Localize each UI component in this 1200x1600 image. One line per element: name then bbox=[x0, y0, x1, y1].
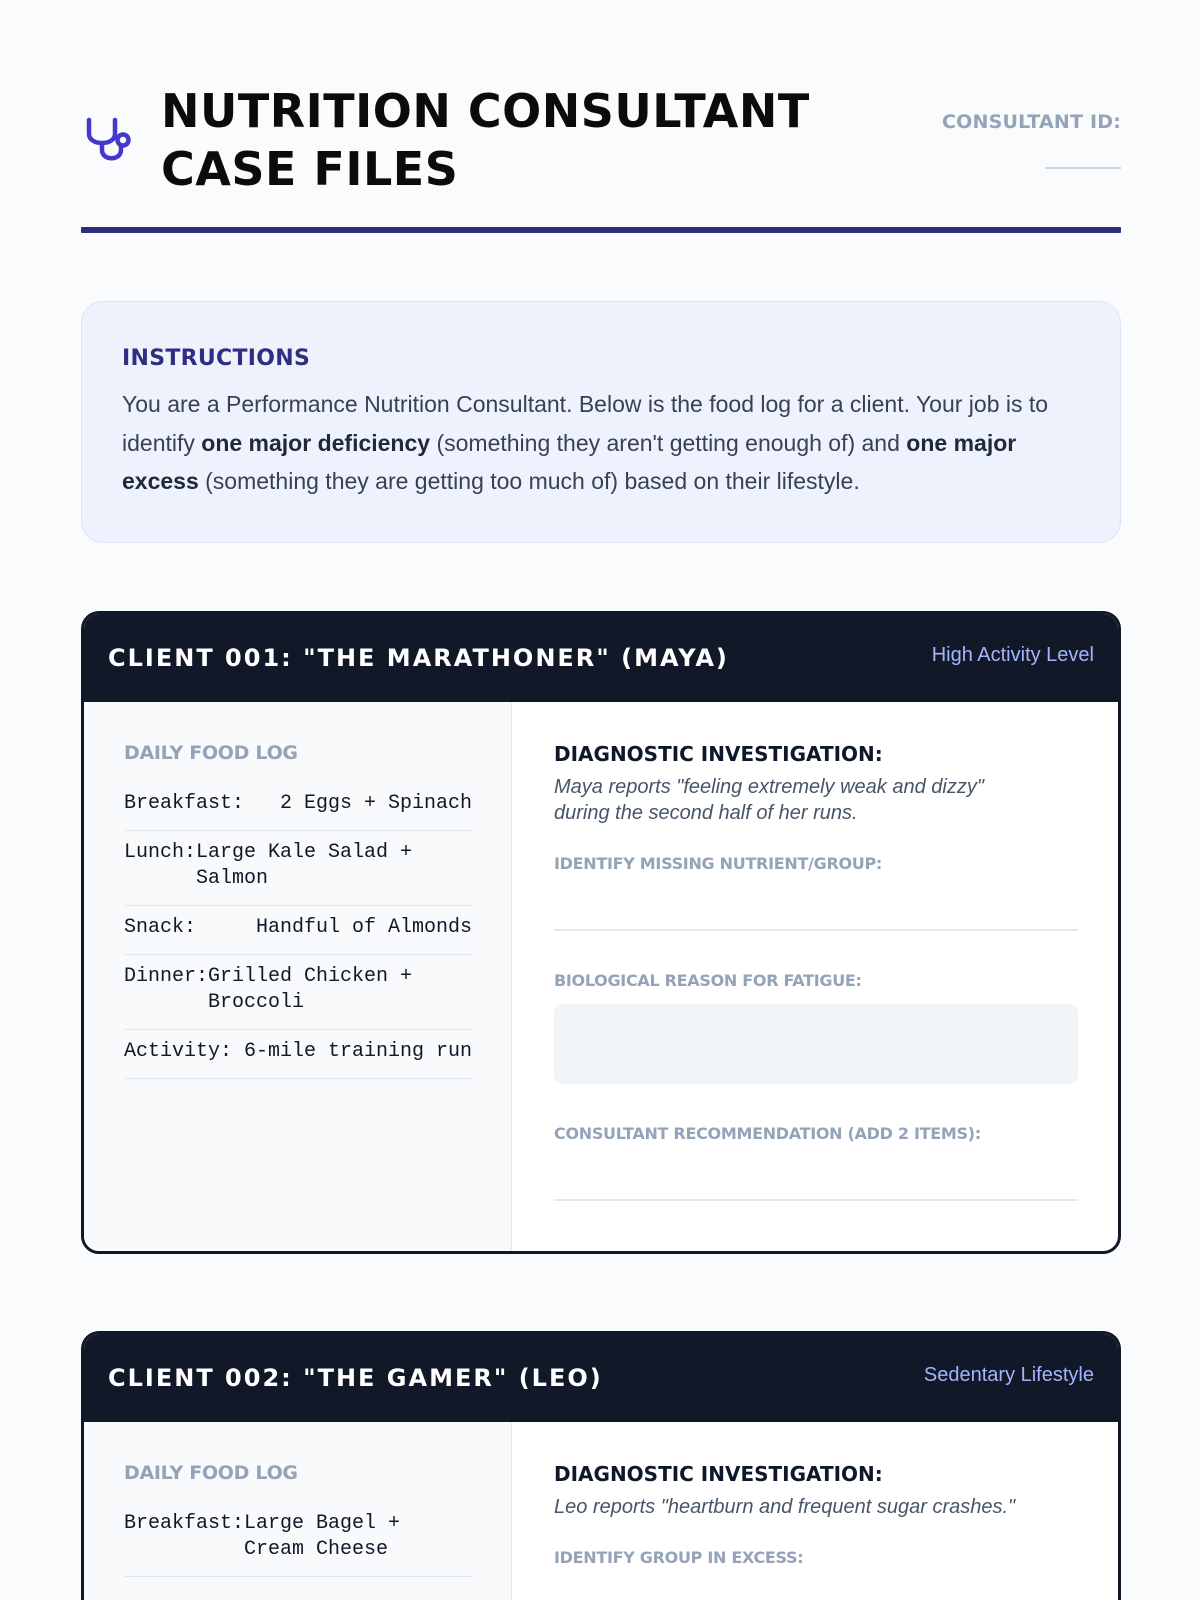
page bbox=[81, 0, 1121, 1567]
food-log-label: DAILY FOOD LOG bbox=[124, 742, 298, 764]
log-item-value: Handful of Almonds bbox=[255, 916, 472, 939]
client-card-body bbox=[84, 702, 1118, 1251]
client-card-001 bbox=[81, 611, 1121, 1254]
consultant-id-field[interactable] bbox=[1045, 167, 1121, 169]
fatigue-reason-field[interactable] bbox=[554, 1004, 1078, 1084]
instructions-text-part: You are a Performance Nutrition Consultant. Below is the food log for a client. Your job is to identify bbox=[122, 391, 1049, 456]
consultant-id-label: CONSULTANT ID: bbox=[942, 111, 1121, 133]
page-title: NUTRITION CONSULTANT CASE FILES bbox=[161, 84, 810, 196]
activity-level-tag: Sedentary Lifestyle bbox=[923, 1363, 1094, 1386]
activity-level-tag: High Activity Level bbox=[931, 643, 1094, 666]
log-item-label: Breakfast: bbox=[124, 1512, 245, 1535]
diagnostic-title: DIAGNOSTIC INVESTIGATION: bbox=[554, 742, 883, 766]
log-item bbox=[124, 906, 472, 955]
client-title: CLIENT 001: "THE MARATHONER" (MAYA) bbox=[108, 644, 729, 672]
food-log bbox=[84, 702, 512, 1251]
log-item-value: 2 Eggs + Spinach bbox=[279, 792, 472, 815]
log-item bbox=[124, 955, 472, 1030]
log-item-label: Breakfast: bbox=[124, 792, 245, 815]
missing-nutrient-label: IDENTIFY MISSING NUTRIENT/GROUP: bbox=[554, 854, 882, 873]
consultant-id bbox=[942, 111, 1121, 169]
food-log-label: DAILY FOOD LOG bbox=[124, 1462, 298, 1484]
log-item bbox=[124, 1030, 472, 1079]
recommendation-field[interactable] bbox=[554, 1199, 1078, 1201]
log-item bbox=[124, 1502, 472, 1577]
log-item-label: Activity: bbox=[124, 1040, 233, 1063]
log-item bbox=[124, 782, 472, 831]
page-header bbox=[81, 0, 1121, 234]
header-divider bbox=[81, 227, 1121, 233]
log-item-value: Large Kale Salad + Salmon bbox=[196, 841, 413, 890]
client-quote: Maya reports "feeling extremely weak and dizzy" during the second half of her runs. bbox=[554, 776, 984, 824]
missing-nutrient-field[interactable] bbox=[554, 929, 1078, 931]
instructions-text-part: (something they are getting too much of) based on their lifestyle. bbox=[198, 468, 860, 494]
instructions-text-part: (something they aren't getting enough of) and bbox=[430, 429, 907, 456]
instructions-excess: one major excess bbox=[122, 429, 1017, 494]
client-card-header bbox=[84, 614, 1118, 702]
instructions-box bbox=[81, 301, 1121, 543]
log-item-value: Grilled Chicken + Broccoli bbox=[208, 965, 413, 1014]
log-item-label: Dinner: bbox=[124, 965, 209, 988]
diagnostic-title: DIAGNOSTIC INVESTIGATION: bbox=[554, 1462, 883, 1486]
log-item bbox=[124, 831, 472, 906]
client-quote: Leo reports "heartburn and frequent sugar crashes." bbox=[554, 1496, 1016, 1518]
client-card-002 bbox=[81, 1331, 1121, 1600]
instructions-title: INSTRUCTIONS bbox=[122, 346, 311, 371]
diagnostic-section bbox=[512, 702, 1118, 1251]
instructions-deficiency: one major deficiency bbox=[201, 429, 431, 456]
client-card-body bbox=[84, 1422, 1118, 1600]
client-title: CLIENT 002: "THE GAMER" (LEO) bbox=[108, 1364, 603, 1392]
diagnostic-section bbox=[512, 1422, 1118, 1600]
client-card-header bbox=[84, 1334, 1118, 1422]
instructions-text bbox=[122, 385, 1080, 501]
log-item-value: 6-mile training run bbox=[243, 1040, 472, 1063]
recommendation-label: CONSULTANT RECOMMENDATION (ADD 2 ITEMS): bbox=[554, 1124, 981, 1143]
log-item-value: Large Bagel + Cream Cheese bbox=[244, 1512, 401, 1561]
fatigue-reason-label: BIOLOGICAL REASON FOR FATIGUE: bbox=[554, 971, 862, 990]
excess-group-label: IDENTIFY GROUP IN EXCESS: bbox=[554, 1548, 804, 1567]
stethoscope-icon bbox=[81, 116, 133, 168]
food-log bbox=[84, 1422, 512, 1600]
log-item-label: Snack: bbox=[124, 916, 197, 939]
log-item-label: Lunch: bbox=[124, 841, 197, 864]
